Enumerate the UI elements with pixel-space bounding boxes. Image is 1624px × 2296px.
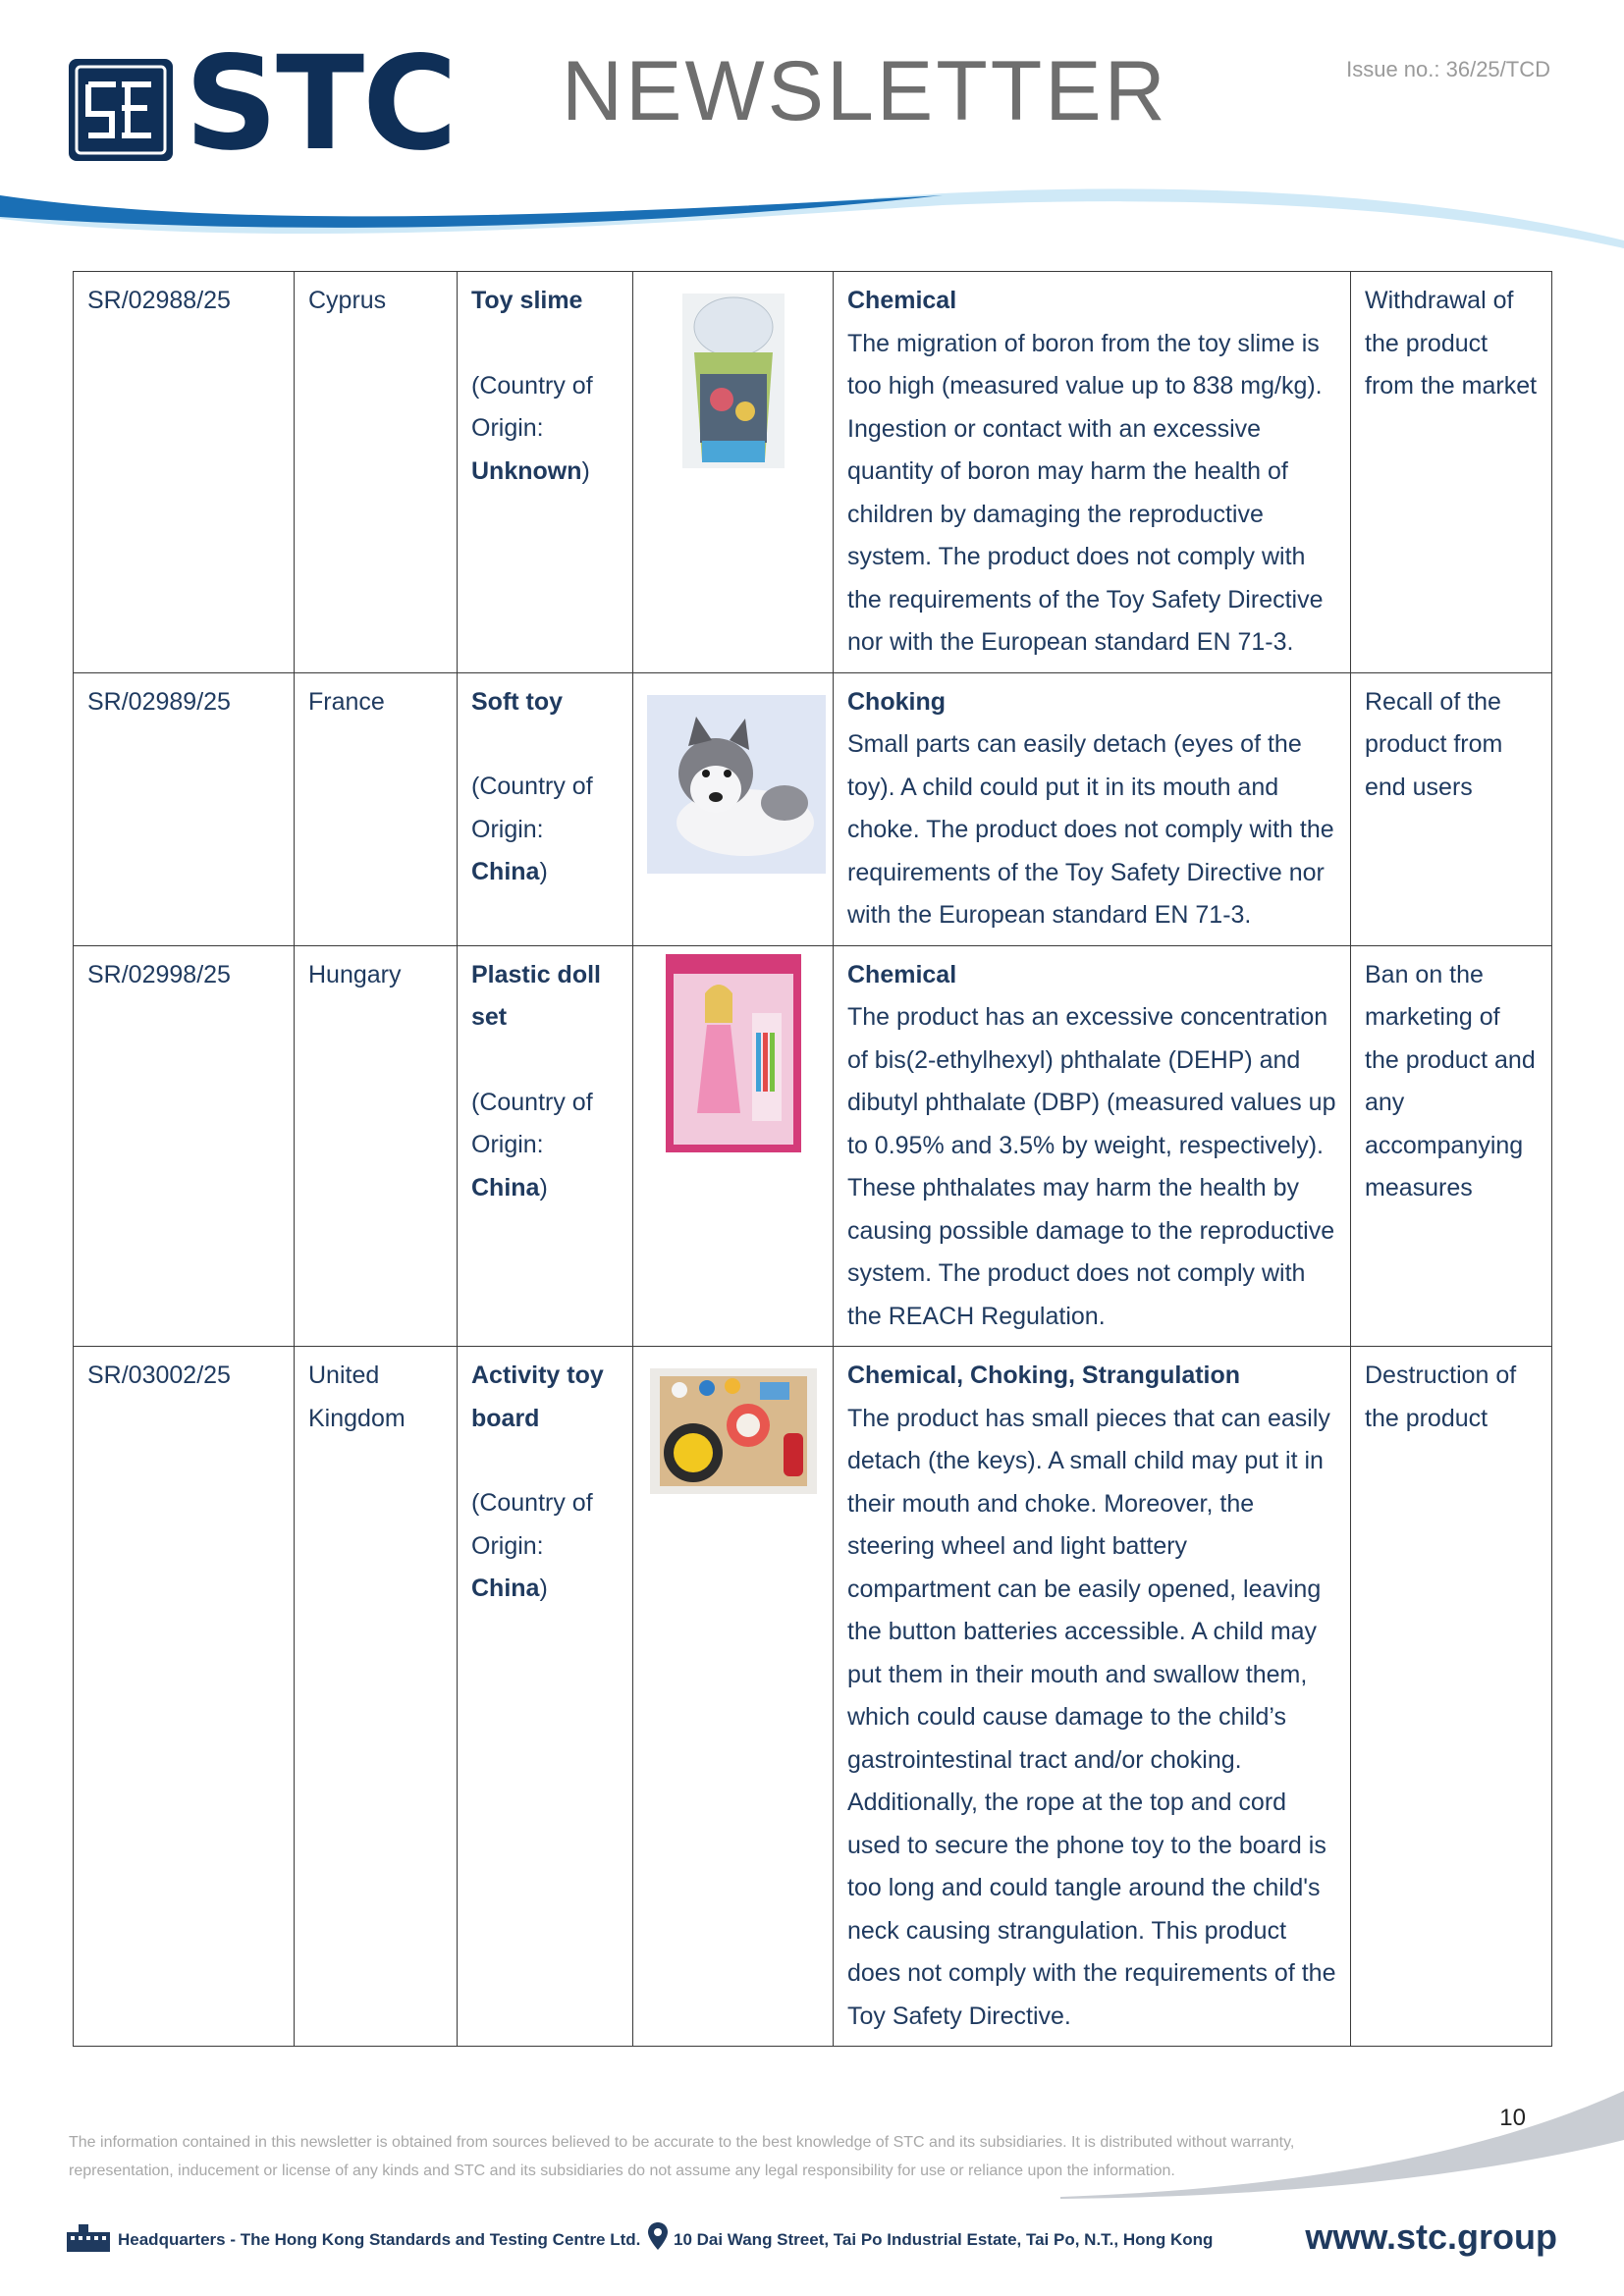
notifying-country: Cyprus	[295, 272, 458, 673]
risk-description: The product has an excessive concentration of bis(2-ethylhexyl) phthalate (DEHP) and dibutyl phthalate (DBP) (measured values up to 0.95% and 3.5% by weight, respectively). These phthalates may harm the health by causing possible damage to the reproductive system. The product does not comply with the REACH Regulation.	[847, 1003, 1336, 1330]
risk-type: Choking	[847, 687, 946, 716]
issue-number: Issue no.: 36/25/TCD	[1346, 57, 1550, 81]
notifying-country: United Kingdom	[295, 1347, 458, 2047]
product-image-cell	[633, 945, 834, 1347]
risk-type: Chemical	[847, 287, 957, 314]
risk-description: The migration of boron from the toy slime is too high (measured value up to 838 mg/kg). Ingestion or contact with an excessive quantity of boron may harm the health of children by damaging the reproductive system. The product does not comply with the requirements of the Toy Safety Directive nor with the European standard EN 71-3.	[847, 329, 1324, 656]
newsletter-title: NEWSLETTER	[562, 44, 1168, 138]
notifying-country: France	[295, 672, 458, 945]
risk-cell	[834, 272, 1351, 673]
measures-taken: Recall of the product from end users	[1351, 672, 1552, 945]
website-link[interactable]: www.stc.group	[1305, 2216, 1557, 2257]
product-name: Plastic doll set	[471, 960, 601, 1031]
country-of-origin: (Country of Origin: Unknown)	[471, 371, 593, 485]
reference-number: SR/02998/25	[74, 945, 295, 1347]
activity-toy-board-photo	[650, 1368, 817, 1494]
product-name: Soft toy	[471, 687, 564, 716]
risk-cell	[834, 945, 1351, 1347]
risk-cell	[834, 1347, 1351, 2047]
disclaimer-text: The information contained in this newsletter is obtained from sources believed to be accurate to the best knowledge of STC and its subsidiaries. It is distributed without warranty, representation, inducement or license of any kinds and STC and its subsidiaries do not assume any legal responsibility for use or reliance upon the information.	[69, 2134, 1295, 2179]
country-of-origin: (Country of Origin: China)	[471, 1088, 593, 1201]
notifying-country: Hungary	[295, 945, 458, 1347]
measures-taken: Ban on the marketing of the product and any accompanying measures	[1351, 945, 1552, 1347]
country-of-origin: (Country of Origin: China)	[471, 773, 593, 885]
reference-number: SR/02988/25	[74, 272, 295, 673]
address-text: 10 Dai Wang Street, Tai Po Industrial Estate, Tai Po, N.T., Hong Kong	[674, 2230, 1214, 2249]
product-cell	[458, 272, 633, 673]
page-header	[0, 0, 1624, 255]
product-name: Toy slime	[471, 287, 583, 314]
product-image-cell	[633, 272, 834, 673]
table-row	[74, 1347, 1552, 2047]
measures-taken: Destruction of the product	[1351, 1347, 1552, 2047]
stc-logo-icon	[67, 57, 175, 163]
table-row	[74, 945, 1552, 1347]
risk-type: Chemical	[847, 960, 957, 988]
product-image-cell	[633, 672, 834, 945]
product-cell	[458, 1347, 633, 2047]
brand-name: STC	[185, 28, 456, 180]
risk-description: The product has small pieces that can easily detach (the keys). A small child may put it in their mouth and choke. Moreover, the steering wheel and light battery compartment can be easily opened, leaving the button batteries accessible. A child may put them in their mouth and swallow them, which could cause damage to the child’s gastrointestinal tract and/or choking. Additionally, the rope at the top and cord used to secure the phone toy to the board is too long and could tangle around the child's neck causing strangulation. This product does not comply with the requirements of the Toy Safety Directive.	[847, 1404, 1336, 2030]
risk-cell	[834, 672, 1351, 945]
table-row	[74, 272, 1552, 673]
building-icon	[65, 2222, 112, 2252]
product-cell	[458, 945, 633, 1347]
reference-number: SR/02989/25	[74, 672, 295, 945]
location-pin-icon	[648, 2222, 668, 2250]
toy-slime-photo	[682, 294, 785, 468]
reference-number: SR/03002/25	[74, 1347, 295, 2047]
product-cell	[458, 672, 633, 945]
page-footer	[65, 2216, 1557, 2260]
plastic-doll-set-photo	[666, 954, 801, 1152]
country-of-origin: (Country of Origin: China)	[471, 1489, 593, 1602]
table-row	[74, 672, 1552, 945]
product-name: Activity toy board	[471, 1362, 604, 1432]
measures-taken: Withdrawal of the product from the market	[1351, 272, 1552, 673]
page-number: 10	[1499, 2105, 1526, 2131]
risk-type: Chemical, Choking, Strangulation	[847, 1362, 1241, 1389]
risk-description: Small parts can easily detach (eyes of the toy). A child could put it in its mouth and choke. The product does not comply with the requirements of the Toy Safety Directive nor with the European standard EN 71-3.	[847, 730, 1334, 929]
product-image-cell	[633, 1347, 834, 2047]
header-swoosh-decoration	[0, 182, 1624, 260]
soft-toy-photo	[647, 695, 826, 874]
product-recall-table	[73, 271, 1552, 2047]
headquarters-label: Headquarters - The Hong Kong Standards and Testing Centre Ltd.	[118, 2230, 641, 2249]
